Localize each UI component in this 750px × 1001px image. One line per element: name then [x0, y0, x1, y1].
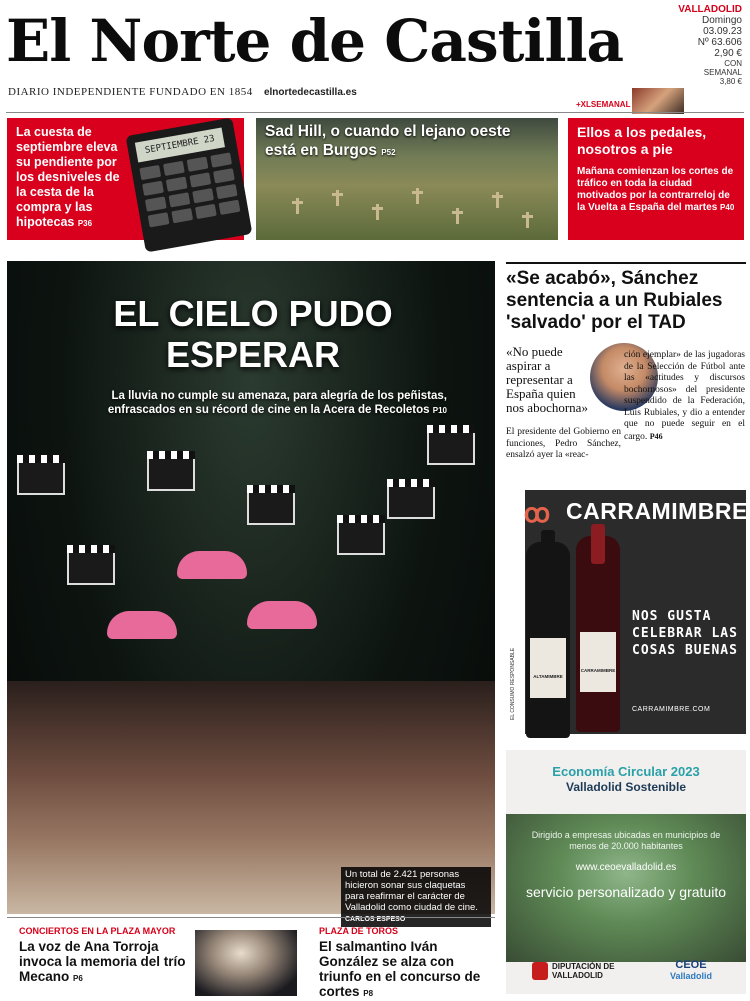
bottom-strip: [7, 917, 495, 997]
ceoe-logo-top: CEOE: [675, 959, 707, 971]
page-ref: P10: [432, 406, 447, 415]
teaser-sad-hill[interactable]: [256, 118, 558, 240]
bottom-kicker: PLAZA DE TOROS: [319, 926, 399, 936]
story-body-right-text: ción ejemplar» de las jugadoras de la Selección de Fútbol ante las «actitudes y discursos bochornosos» del presidente suspendido de la Federación, Luis Rubiales, y dio a entender que no puede seguir en el cargo.: [624, 350, 745, 442]
website-link[interactable]: elnortedecastilla.es: [263, 87, 357, 98]
edition-info: [666, 4, 742, 86]
clapperboard-icon: [67, 551, 115, 585]
edition-city: VALLADOLID: [678, 4, 742, 15]
newspaper-logo: El Norte de Castilla: [6, 7, 624, 75]
xl-semanal-thumbnail: [632, 88, 684, 114]
ad-url[interactable]: CARRAMIMBRE.COM: [632, 706, 711, 713]
clapperboard-icon: [427, 431, 475, 465]
pink-hat: [247, 601, 317, 629]
bottom-story-cortes[interactable]: [319, 926, 495, 1001]
tagline: [8, 86, 357, 98]
teaser-text: [265, 122, 545, 162]
teaser-headline: La cuesta de septiembre eleva su pendiente por los desniveles de la cesta de la compra y las hipotecas: [16, 125, 120, 229]
ad-brand: CARRAMIMBRE: [566, 498, 748, 524]
bottom-kicker: CONCIERTOS EN LA PLAZA MAYOR: [19, 926, 176, 936]
wine-bottle: [576, 536, 620, 732]
teaser-text: [16, 125, 126, 231]
ad-slogan: NOS GUSTA CELEBRAR LAS COSAS BUENAS: [632, 609, 738, 658]
teaser-headline: Sad Hill, o cuando el lejano oeste está en Burgos: [265, 123, 511, 159]
page-ref: P40: [720, 203, 735, 212]
main-photo[interactable]: [7, 261, 495, 923]
edition-day: Domingo: [701, 15, 742, 26]
bottom-headline: [19, 939, 189, 986]
edition-weekly: SEMANAL: [703, 68, 742, 77]
clapperboard-icon: [337, 521, 385, 555]
page-ref: P8: [363, 989, 374, 998]
ceoe-logo-bottom: Valladolid: [669, 971, 712, 981]
story-quote: «No puede aspirar a representar a España quien nos abochorna»: [506, 344, 588, 415]
teaser-body-text: Mañana comienzan los cortes de tráfico en toda la ciudad motivados por la contrarreloj de la Vuelta a España del martes: [577, 166, 734, 213]
ad-legal-text: EL CONSUMO RESPONSABLE: [510, 647, 516, 720]
clapperboard-icon: [247, 491, 295, 525]
bottom-story-torroja[interactable]: [19, 926, 189, 986]
clapperboard-icon: [387, 485, 435, 519]
sanchez-story[interactable]: [506, 262, 746, 334]
page-ref: P36: [77, 219, 93, 228]
ad-title: Economía Circular 2023: [552, 764, 700, 779]
carramimbre-logo-icon: ꝏ: [523, 498, 551, 528]
story-body-right: [624, 350, 745, 443]
grave-cross-icon: [526, 212, 529, 228]
ceoe-logo: [656, 960, 726, 982]
grave-cross-icon: [376, 204, 379, 220]
xl-semanal-promo[interactable]: [576, 88, 684, 114]
edition-price: 2,90 €: [714, 48, 742, 59]
main-headline: EL CIELO PUDO ESPERAR: [113, 293, 393, 375]
bottom-headline: [319, 939, 495, 1001]
bottle-label: ALTAMIMBRE: [530, 638, 566, 698]
grave-cross-icon: [456, 208, 459, 224]
story-body-left: El presidente del Gobierno en funciones, Pedro Sánchez, ensalzó ayer la «reac-: [506, 427, 621, 460]
xl-semanal-label: +XLSEMANAL: [576, 100, 631, 109]
grave-cross-icon: [336, 190, 339, 206]
clapperboard-icon: [17, 461, 65, 495]
ad-subtitle: Valladolid Sostenible: [565, 780, 687, 794]
pink-hat: [107, 611, 177, 639]
edition-combo-price: 3,80 €: [719, 77, 742, 86]
main-deck-text: La lluvia no cumple su amenaza, para alegría de los peñistas, enfrascados en su récord de cine en la Acera de Recoletos: [107, 390, 447, 416]
teaser-headline: Ellos a los pedales, nosotros a pie: [577, 124, 707, 157]
masthead-divider: [6, 112, 744, 113]
masthead: [6, 0, 646, 86]
teaser-vuelta[interactable]: [568, 118, 744, 240]
torroja-photo: [195, 930, 297, 996]
clapperboard-icon: [147, 457, 195, 491]
grave-cross-icon: [416, 188, 419, 204]
edition-number: Nº 63.606: [697, 37, 742, 48]
caption-text: Un total de 2.421 personas hicieron sonar sus claquetas para reafirmar el carácter de Valladolid como ciudad de cine.: [345, 869, 478, 913]
teaser-body: [577, 166, 737, 214]
teaser-cost-of-living[interactable]: [7, 118, 244, 240]
edition-with: CON: [724, 59, 742, 68]
ad-service: servicio personalizado y gratuito: [526, 884, 726, 900]
bottom-headline-text: La voz de Ana Torroja invoca la memoria del trío Mecano: [19, 939, 186, 984]
ad-web[interactable]: www.ceoevalladolid.es: [575, 862, 677, 873]
tagline-text: DIARIO INDEPENDIENTE FUNDADO EN 1854: [8, 86, 253, 98]
bottle-label: CARRAMIMBRE: [580, 632, 616, 692]
page-ref: P46: [649, 431, 663, 441]
calculator-screen: SEPTIEMBRE 23: [135, 127, 225, 162]
ceoe-ad[interactable]: [506, 750, 746, 994]
carramimbre-ad[interactable]: [506, 490, 746, 734]
photo-credit: CARLOS ESPESO: [345, 916, 406, 923]
ad-note: Dirigido a empresas ubicadas en municipios de menos de 20.000 habitantes: [531, 830, 721, 851]
main-deck: [77, 389, 447, 418]
edition-date: 03.09.23: [703, 26, 742, 37]
calculator-keys: [139, 152, 240, 227]
grave-cross-icon: [496, 192, 499, 208]
page-ref: P52: [381, 148, 396, 157]
diputacion-logo: DIPUTACIÓN DE VALLADOLID: [532, 962, 622, 980]
story-rule: [506, 262, 746, 264]
wine-bottle: [526, 542, 570, 738]
grave-cross-icon: [296, 198, 299, 214]
page-ref: P6: [73, 974, 83, 983]
bottom-headline-text: El salmantino Iván González se alza con triunfo en el concurso de cortes: [319, 939, 481, 999]
pink-hat: [177, 551, 247, 579]
story-headline: «Se acabó», Sánchez sentencia a un Rubiales 'salvado' por el TAD: [506, 268, 723, 333]
calculator-image: [126, 118, 253, 253]
